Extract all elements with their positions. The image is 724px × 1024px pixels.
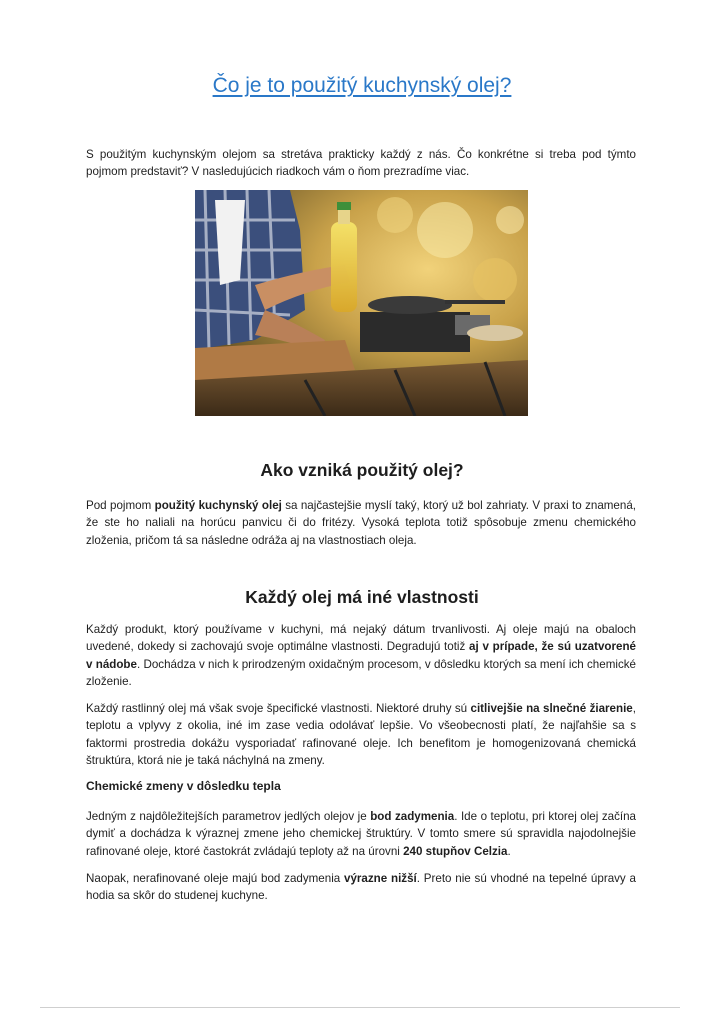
text-run: Naopak, nerafinované oleje majú bod zadymenia bbox=[86, 872, 345, 885]
section-heading-how-oil-forms: Ako vzniká použitý olej? bbox=[260, 460, 464, 480]
bold-text: použitý kuchynský olej bbox=[154, 499, 282, 512]
bold-text: 240 stupňov Celzia bbox=[403, 844, 508, 858]
section-heading-oil-properties: Každý olej má iné vlastnosti bbox=[245, 587, 479, 607]
text-run: . Preto nie sú vhodné na tepelné úpravy a hodia sa skôr do studenej kuchyne. bbox=[86, 872, 636, 903]
subheading-chemical-changes: Chemické zmeny v dôsledku tepla bbox=[86, 779, 281, 793]
page-title: Čo je to použitý kuchynský olej? bbox=[212, 74, 512, 97]
text-run: . Ide o teplotu, pri ktorej olej začína dymiť a dochádza k výraznej zmene jeho chemickej štruktúry. V tomto smere sú spravidla najodolnejšie rafinované oleje, ktoré častokrát zvládajú teploty až na úrovni bbox=[86, 810, 636, 858]
bold-text: citlivejšie na slnečné žiarenie bbox=[470, 702, 633, 715]
section3-paragraph-2 bbox=[86, 870, 636, 905]
bold-text: výrazne nižší bbox=[344, 872, 417, 885]
text-run: . Dochádza v nich k prirodzeným oxidačným procesom, v dôsledku ktorých sa mení ich chemické zloženie. bbox=[86, 657, 636, 688]
text-run: Každý produkt, ktorý používame v kuchyni, má nejaký dátum trvanlivosti. Aj oleje majú na obaloch uvedené, dokedy si zachovajú svoje optimálne vlastnosti. Degradujú totiž bbox=[86, 623, 636, 654]
section1-paragraph bbox=[86, 497, 636, 549]
text-run: . bbox=[507, 844, 511, 858]
text-run: Každý rastlinný olej má však svoje špecifické vlastnosti. Niektoré druhy sú bbox=[86, 702, 471, 715]
section2-paragraph-2 bbox=[86, 700, 636, 769]
intro-paragraph: S použitým kuchynským olejom sa stretáva prakticky každý z nás. Čo konkrétne si treba pod týmto pojmom predstaviť? V nasledujúcich riadkoch vám o ňom prezradíme viac. bbox=[86, 148, 636, 179]
text-run: Pod pojmom bbox=[86, 499, 155, 512]
text-run: Jedným z najdôležitejších parametrov jedlých olejov je bbox=[86, 810, 371, 823]
cooking-oil-photo bbox=[195, 190, 528, 416]
bold-text: bod zadymenia bbox=[370, 810, 455, 823]
scan-edge-divider bbox=[40, 1007, 680, 1008]
text-run: sa najčastejšie myslí taký, ktorý už bol zahriaty. V praxi to znamená, že ste ho naliali na horúcu panvicu či do fritézy. Vysoká teplota totiž spôsobuje zmenu chemického zloženia, pričom tá sa následne odráža aj na vlastnostiach oleja. bbox=[86, 499, 636, 547]
bold-text: aj v prípade, že sú uzatvorené v nádobe bbox=[86, 640, 636, 671]
text-run: , teplotu a vplyvy z okolia, iné im zase vedia odolávať lepšie. Vo všeobecnosti platí, že najľahšie sa s faktormi prostredia dokážu vysporiadať rafinované oleje. Ich benefitom je homogenizovaná chemická štruktúra, ktorá nie je taká náchylná na zmeny. bbox=[86, 702, 636, 767]
section3-paragraph-1 bbox=[86, 808, 636, 860]
section2-paragraph-1 bbox=[86, 621, 636, 690]
